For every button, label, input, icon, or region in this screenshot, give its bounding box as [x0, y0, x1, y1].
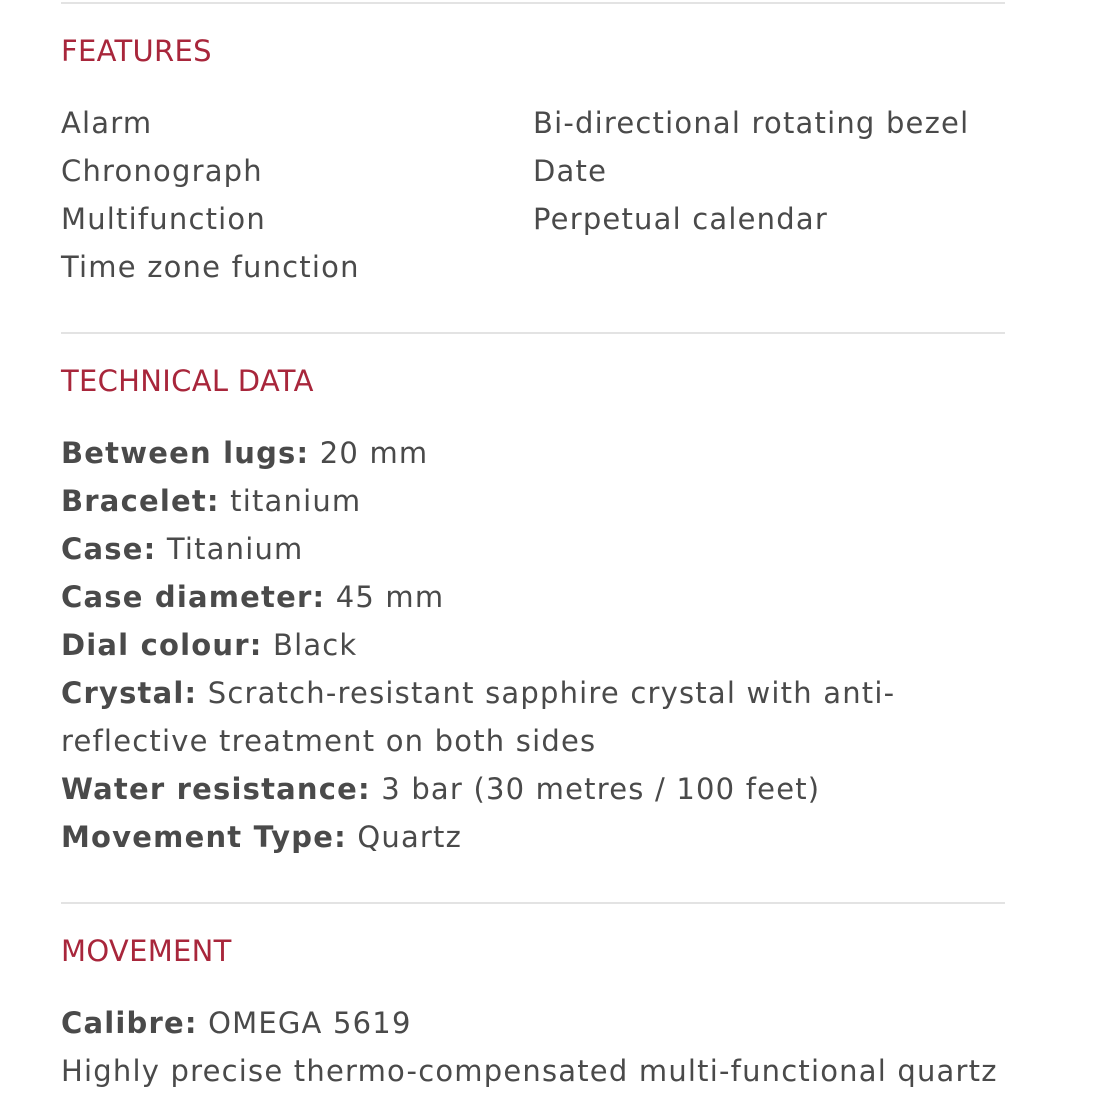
section-divider	[61, 902, 1005, 904]
spec-value: Quartz	[357, 820, 463, 854]
feature-item: Date	[533, 154, 608, 188]
spec-label: Between lugs:	[61, 436, 310, 470]
spec-label: Water resistance:	[61, 772, 371, 806]
features-list	[61, 99, 1005, 291]
spec-label: Calibre:	[61, 1006, 198, 1040]
spec-row-bracelet	[61, 477, 1005, 525]
spec-value: Scratch-resistant sapphire crystal with anti-reflective treatment on both sides	[61, 676, 896, 758]
technical-data-list	[61, 429, 1005, 861]
spec-row-calibre	[61, 999, 1005, 1047]
technical-data-title: TECHNICAL DATA	[61, 364, 314, 398]
spec-label: Case:	[61, 532, 157, 566]
spec-value: titanium	[230, 484, 362, 518]
spec-label: Movement Type:	[61, 820, 347, 854]
spec-value: Black	[272, 628, 358, 662]
feature-item: Multifunction	[61, 202, 266, 236]
spec-label: Case diameter:	[61, 580, 326, 614]
spec-value: OMEGA 5619	[208, 1006, 412, 1040]
spec-row-dial-colour	[61, 621, 1005, 669]
section-divider	[61, 332, 1005, 334]
movement-title: MOVEMENT	[61, 934, 232, 968]
spec-label: Crystal:	[61, 676, 198, 710]
features-title: FEATURES	[61, 34, 212, 68]
feature-item: Bi-directional rotating bezel	[533, 106, 970, 140]
feature-item: Perpetual calendar	[533, 202, 828, 236]
spec-value: 3 bar (30 metres / 100 feet)	[381, 772, 821, 806]
spec-row-crystal	[61, 669, 996, 765]
top-divider	[61, 2, 1005, 4]
spec-label: Dial colour:	[61, 628, 263, 662]
movement-details	[61, 999, 1005, 1095]
spec-row-case	[61, 525, 1005, 573]
spec-value: Titanium	[166, 532, 304, 566]
feature-item: Chronograph	[61, 154, 263, 188]
movement-description: Highly precise thermo-compensated multi-functional quartz	[61, 1054, 998, 1088]
spec-row-movement-type	[61, 813, 1005, 861]
spec-label: Bracelet:	[61, 484, 220, 518]
spec-row-between-lugs	[61, 429, 1005, 477]
feature-item: Time zone function	[61, 250, 360, 284]
feature-item: Alarm	[61, 106, 153, 140]
spec-value: 20 mm	[319, 436, 429, 470]
spec-row-case-diameter	[61, 573, 1005, 621]
spec-value: 45 mm	[335, 580, 445, 614]
spec-row-water-resistance	[61, 765, 1005, 813]
